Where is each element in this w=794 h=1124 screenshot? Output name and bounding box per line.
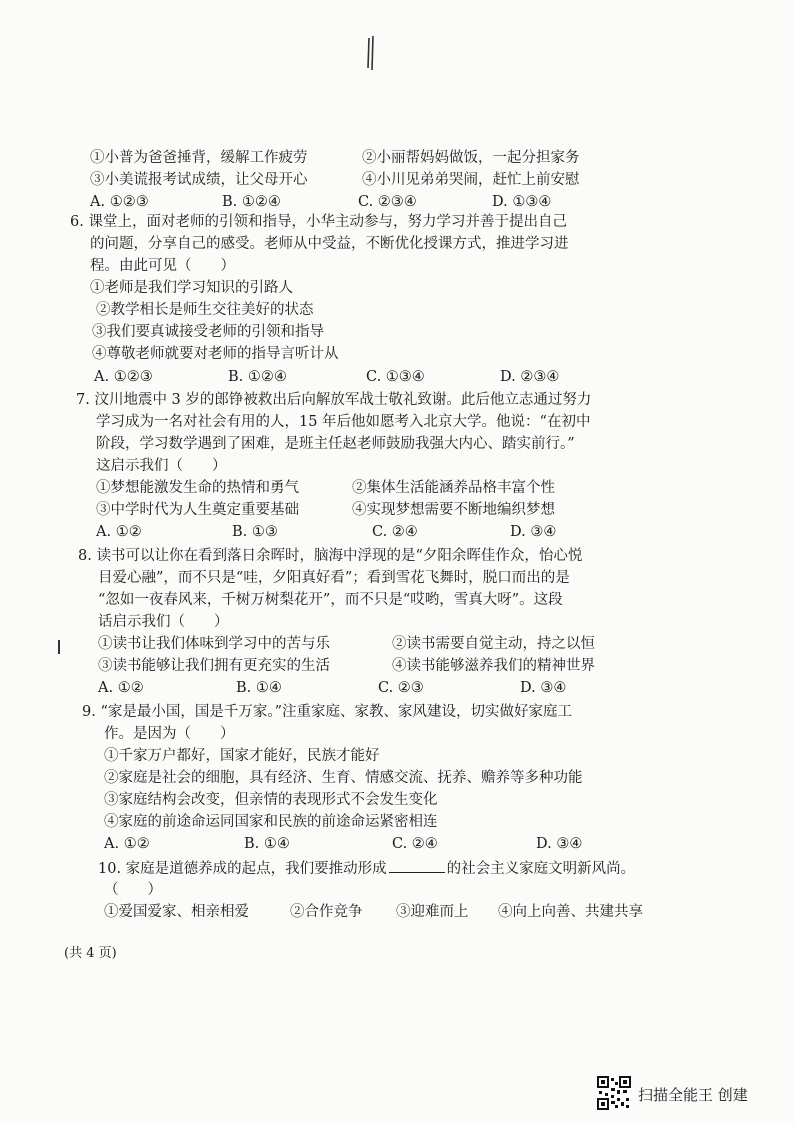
q7-option-c[interactable]: C. ②④ (372, 524, 418, 540)
q9-item-2: ②家庭是社会的细胞，具有经济、生育、情感交流、抚养、赡养等多种功能 (104, 770, 583, 786)
q7-item-1: ①梦想能激发生命的热情和勇气 (96, 480, 299, 496)
q7-stem-1: 7. 汶川地震中 3 岁的郎铮被救出后向解放军战士敬礼致谢。此后他立志通过努力 (76, 392, 592, 408)
q7-stem-3: 阶段，学习数学遇到了困难，是班主任赵老师鼓励我强大内心、踏实前行。” (96, 436, 575, 452)
q6-item-4: ④尊敬老师就要对老师的指导言听计从 (92, 346, 339, 362)
q9-option-d[interactable]: D. ③④ (536, 836, 583, 852)
q6-option-b[interactable]: B. ①②④ (228, 369, 287, 385)
q9-stem-2: 作。是因为（ ） (104, 726, 235, 742)
q8-stem-3: “忽如一夜春风来，千树万树梨花开”，而不只是“哎哟，雪真大呀”。这段 (98, 592, 563, 608)
q6-option-a[interactable]: A. ①②③ (94, 369, 153, 385)
q8-stem-1: 8. 读书可以让你在看到落日余晖时，脑海中浮现的是“夕阳余晖佳作众，怡心悦 (78, 548, 583, 564)
q7-item-2: ②集体生活能涵养品格丰富个性 (352, 480, 555, 496)
q10-item-4: ④向上向善、共建共享 (498, 904, 643, 920)
q9-item-3: ③家庭结构会改变，但亲情的表现形式不会发生变化 (104, 792, 438, 808)
scanner-watermark: 扫描全能王 创建 (638, 1086, 748, 1104)
q9-item-4: ④家庭的前途命运同国家和民族的前途命运紧密相连 (104, 814, 438, 830)
q7-item-3: ③中学时代为人生奠定重要基础 (96, 502, 299, 518)
q6-item-3: ③我们要真诚接受老师的引领和指导 (92, 324, 324, 340)
q8-item-4: ④读书能够滋养我们的精神世界 (392, 658, 595, 674)
q6-stem-1: 6. 课堂上，面对老师的引领和指导，小华主动参与，努力学习并善于提出自己 (70, 214, 567, 230)
q10-item-3: ③迎难而上 (396, 904, 469, 920)
q8-stem-2: 目爱心融”，而不只是“哇，夕阳真好看”；看到雪花飞舞时，脱口而出的是 (98, 570, 570, 586)
q9-stem-1: 9. “家是最小国，国是千万家。”注重家庭、家教、家风建设，切实做好家庭工 (82, 704, 573, 720)
q7-item-4: ④实现梦想需要不断地编织梦想 (352, 502, 555, 518)
q8-option-a[interactable]: A. ①② (98, 680, 144, 696)
q9-option-b[interactable]: B. ①④ (244, 836, 290, 852)
pen-mark (366, 36, 376, 70)
q6-item-2: ②教学相长是师生交往美好的状态 (96, 302, 314, 318)
q6-item-1: ①老师是我们学习知识的引路人 (90, 280, 293, 296)
q7-option-a[interactable]: A. ①② (96, 524, 142, 540)
q7-option-b[interactable]: B. ①③ (232, 524, 278, 540)
q7-stem-2: 学习成为一名对社会有用的人，15 年后他如愿考入北京大学。他说：“在初中 (96, 414, 591, 430)
q8-item-1: ①读书让我们体味到学习中的苦与乐 (98, 636, 330, 652)
q5-option-b[interactable]: B. ①②④ (222, 194, 281, 210)
q7-option-d[interactable]: D. ③④ (510, 524, 557, 540)
q8-item-2: ②读书需要自觉主动，持之以恒 (392, 636, 595, 652)
q8-option-d[interactable]: D. ③④ (520, 680, 567, 696)
q5-item-1: ①小普为爸爸捶背，缓解工作疲劳 (90, 150, 308, 166)
q10-stem-after: 的社会主义家庭文明新风尚。 (446, 861, 636, 877)
q8-option-b[interactable]: B. ①④ (236, 680, 282, 696)
q5-option-c[interactable]: C. ②③④ (358, 194, 417, 210)
q10-stem-before: 10. 家庭是道德养成的起点，我们要推动形成 (98, 861, 387, 877)
q5-option-a[interactable]: A. ①②③ (90, 194, 149, 210)
q6-option-c[interactable]: C. ①③④ (366, 369, 425, 385)
q10-stem (98, 858, 635, 879)
q10-item-2: ②合作竞争 (290, 904, 363, 920)
q6-stem-2: 的问题，分享自己的感受。老师从中受益，不断优化授课方式，推进学习进 (90, 236, 569, 252)
q10-answer-blank[interactable] (389, 858, 445, 873)
q9-item-1: ①千家万户都好，国家才能好，民族才能好 (104, 748, 380, 764)
q8-item-3: ③读书能够让我们拥有更充实的生活 (98, 658, 330, 674)
q10-paren: （ ） (104, 882, 162, 898)
q5-option-d[interactable]: D. ①③④ (492, 194, 552, 210)
q7-stem-4: 这启示我们（ ） (96, 458, 227, 474)
q5-item-4: ④小川见弟弟哭闹，赶忙上前安慰 (362, 172, 580, 188)
qr-code-icon (597, 1076, 631, 1110)
q8-stem-4: 话启示我们（ ） (98, 614, 229, 630)
q5-item-3: ③小美谎报考试成绩，让父母开心 (90, 172, 308, 188)
q9-option-a[interactable]: A. ①② (104, 836, 150, 852)
q6-stem-3: 程。由此可见（ ） (90, 258, 235, 274)
q5-item-2: ②小丽帮妈妈做饭，一起分担家务 (362, 150, 580, 166)
q8-option-c[interactable]: C. ②③ (378, 680, 424, 696)
q9-option-c[interactable]: C. ②④ (392, 836, 438, 852)
q10-item-1: ①爱国爱家、相亲相爱 (104, 904, 249, 920)
q6-option-d[interactable]: D. ②③④ (500, 369, 560, 385)
margin-mark (58, 640, 60, 654)
page-count: (共 4 页) (64, 946, 117, 961)
